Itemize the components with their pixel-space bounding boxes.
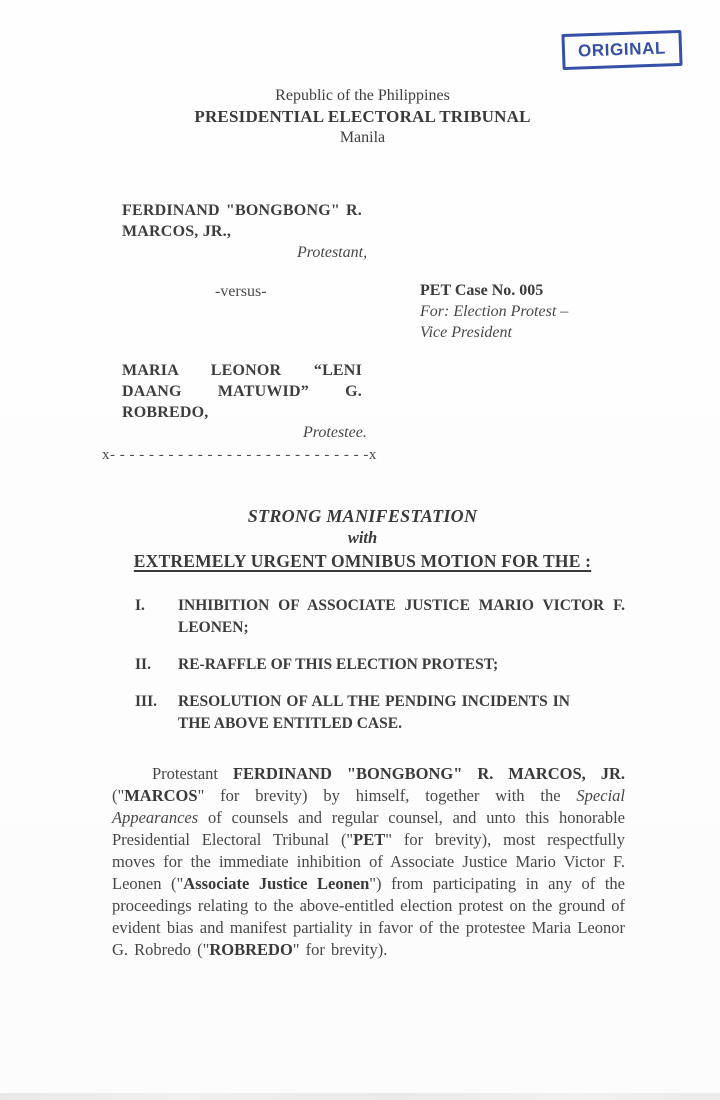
pleading-title xyxy=(100,505,625,573)
text-segment: (" xyxy=(112,786,125,805)
protestee-name: MARIA LEONOR “LENI DAANG MATUWID” G. ROBREDO, xyxy=(122,362,362,421)
text-segment: ") from participating in any of the proceedings relating to the above-entitled election protest on the ground of evident bias and manifest partiality in favor of the protestee Maria Leonor G. Robredo (" xyxy=(112,874,626,959)
motion-list xyxy=(100,595,625,735)
protestee-role: Protestee. xyxy=(303,424,367,441)
title-line3-wrap xyxy=(100,549,625,573)
case-nature-line1: For: Election Protest – xyxy=(420,303,569,320)
versus-label: -versus- xyxy=(215,283,267,300)
original-stamp xyxy=(561,30,682,70)
text-segment: of counsels and regular counsel, and unto this honorable Presidential Electoral Tribunal (" xyxy=(112,808,625,849)
case-number: PET Case No. 005 xyxy=(420,282,544,299)
text-segment: Special Appearances xyxy=(112,786,625,827)
document-header xyxy=(100,86,625,148)
text-segment: ROBREDO xyxy=(209,940,293,959)
text-segment: " for brevity). xyxy=(292,940,388,959)
case-info xyxy=(420,280,568,343)
motion-text-3: RESOLUTION OF ALL THE PENDING INCIDENTS IN THE ABOVE ENTITLED CASE. xyxy=(178,693,570,732)
text-segment: PET xyxy=(353,830,386,849)
header-republic: Republic of the Philippines xyxy=(275,87,450,104)
caption-divider: x- - - - - - - - - - - - - - - - - - - - - - - - - - -x xyxy=(102,447,377,463)
text-segment: MARCOS xyxy=(124,786,198,805)
motion-numeral-2: II. xyxy=(135,656,151,673)
scan-edge-artifact xyxy=(0,1093,720,1100)
title-line3: EXTREMELY URGENT OMNIBUS MOTION FOR THE : xyxy=(133,551,592,571)
text-segment: " for brevity), most respectfully moves for the immediate inhibition of Associate Justice Mario Victor F. Leonen (" xyxy=(112,830,625,893)
motion-text-2: RE-RAFFLE OF THIS ELECTION PROTEST; xyxy=(178,656,499,673)
motion-item-1 xyxy=(100,595,625,639)
protestant-name: FERDINAND "BONGBONG" R. MARCOS, JR., xyxy=(122,202,362,240)
body-paragraph xyxy=(112,763,625,961)
text-segment: FERDINAND "BONGBONG" R. MARCOS, JR. xyxy=(232,764,625,783)
title-line1: STRONG MANIFESTATION xyxy=(247,506,478,526)
original-stamp-label: ORIGINAL xyxy=(577,38,667,61)
text-segment: Associate Justice Leonen xyxy=(183,874,370,893)
motion-item-3 xyxy=(100,691,625,735)
motion-numeral-1: I. xyxy=(135,597,145,614)
motion-item-2 xyxy=(100,654,625,676)
text-segment: Protestant xyxy=(152,764,233,783)
motion-numeral-3: III. xyxy=(135,693,157,710)
text-segment: " for brevity) by himself, together with the xyxy=(197,786,577,805)
title-line2: with xyxy=(347,528,378,547)
case-nature-line2: Vice President xyxy=(420,324,512,341)
header-tribunal: PRESIDENTIAL ELECTORAL TRIBUNAL xyxy=(194,107,531,126)
protestant-role: Protestant, xyxy=(297,244,368,261)
header-city: Manila xyxy=(339,129,386,146)
motion-text-1: INHIBITION OF ASSOCIATE JUSTICE MARIO VICTOR F. LEONEN; xyxy=(178,597,625,636)
case-caption xyxy=(100,200,625,465)
